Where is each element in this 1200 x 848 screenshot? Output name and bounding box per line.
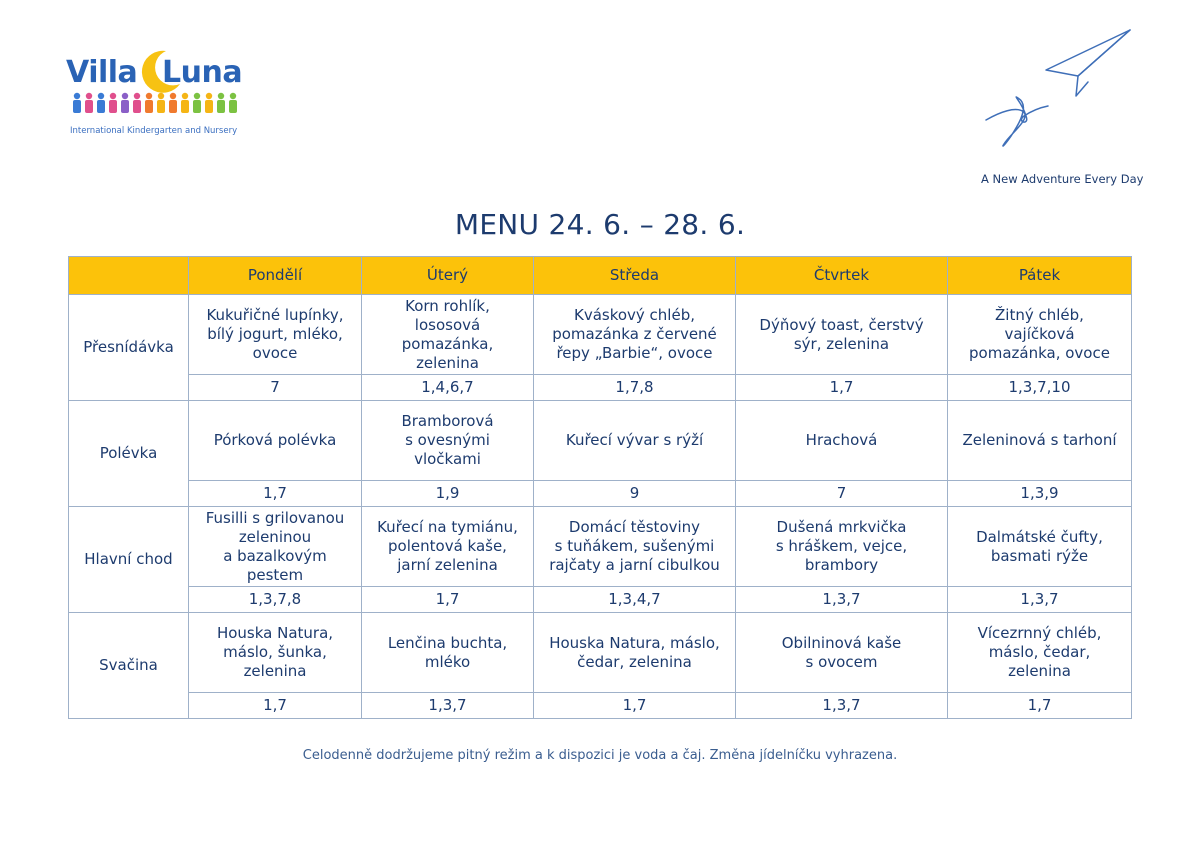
dish-line: a bazalkovým <box>223 546 327 565</box>
dish-cell <box>534 507 736 587</box>
logo-subtitle: International Kindergarten and Nursery <box>70 126 238 136</box>
dish-cell <box>736 613 948 693</box>
meal-label: Polévka <box>69 401 189 507</box>
allergen-cell: 1,7,8 <box>534 375 736 401</box>
dish-line: Dalmátské čufty, <box>976 527 1103 546</box>
allergen-cell: 1,7 <box>362 587 534 613</box>
villa-luna-logo <box>66 44 246 144</box>
allergen-cell: 1,4,6,7 <box>362 375 534 401</box>
dish-line: s ovesnými <box>405 431 490 449</box>
dish-line: Vícezrnný chléb, <box>977 624 1102 642</box>
dish-line: Houska Natura, máslo, <box>549 633 720 652</box>
dish-cell <box>948 401 1132 481</box>
meal-label: Hlavní chod <box>69 507 189 613</box>
dish-line: Pórková polévka <box>213 431 337 449</box>
dish-cell <box>189 401 362 481</box>
allergen-cell: 1,3,7,10 <box>948 375 1132 401</box>
dish-cell <box>362 507 534 587</box>
dish-line: basmati rýže <box>990 546 1089 565</box>
dish-line: Zeleninová s tarhoní <box>962 431 1117 449</box>
dish-line: Dýňový toast, čerstvý <box>759 315 924 334</box>
logo-word-villa: Villa <box>66 55 138 90</box>
dish-line: zelenina <box>1008 662 1071 680</box>
meal-label: Přesnídávka <box>69 295 189 401</box>
dish-line: sýr, zelenina <box>793 334 890 353</box>
day-header: Pátek <box>948 257 1132 295</box>
header-corner <box>69 257 189 295</box>
header-row <box>69 257 1132 295</box>
dish-line: zelenina <box>416 353 479 372</box>
dish-line: Lenčina buchta, <box>387 633 508 652</box>
dish-cell <box>189 507 362 587</box>
dish-cell <box>189 613 362 693</box>
allergen-cell: 1,3,7 <box>736 587 948 613</box>
dish-cell <box>534 295 736 375</box>
allergen-cell: 1,3,7 <box>736 693 948 719</box>
allergen-cell: 9 <box>534 481 736 507</box>
dish-line: máslo, šunka, <box>223 643 327 661</box>
dish-line: Fusilli s grilovanou <box>205 508 345 527</box>
dish-line: zeleninou <box>238 527 312 546</box>
dish-line: Kuřecí na tymiánu, <box>377 518 518 536</box>
allergen-cell: 1,7 <box>189 481 362 507</box>
meal-row <box>69 507 1132 587</box>
day-header: Středa <box>534 257 736 295</box>
dish-line: rajčaty a jarní cibulkou <box>549 556 720 574</box>
dish-line: s hráškem, vejce, <box>775 537 908 555</box>
dish-line: s tuňákem, sušenými <box>554 537 715 555</box>
dish-line: s ovocem <box>805 652 878 671</box>
dish-line: Kukuřičné lupínky, <box>206 306 344 324</box>
children-row-icon <box>70 92 240 114</box>
tagline: A New Adventure Every Day <box>981 172 1144 186</box>
dish-line: ovoce <box>252 344 298 362</box>
dish-cell <box>948 613 1132 693</box>
dish-line: bílý jogurt, mléko, <box>207 325 343 343</box>
meal-row <box>69 401 1132 481</box>
dish-line: mléko <box>424 652 471 671</box>
dish-line: Obilninová kaše <box>781 633 902 652</box>
dish-line: řepy „Barbie“, ovoce <box>556 344 713 362</box>
dish-line: pomazánka z červené <box>552 325 717 343</box>
dish-line: čedar, zelenina <box>577 652 692 671</box>
page-title: MENU 24. 6. – 28. 6. <box>454 208 746 241</box>
allergen-cell: 7 <box>736 481 948 507</box>
dish-line: zelenina <box>243 662 307 680</box>
day-header: Pondělí <box>189 257 362 295</box>
dish-line: vajíčková <box>1004 325 1075 343</box>
dish-line: máslo, čedar, <box>988 643 1091 661</box>
dish-cell <box>736 507 948 587</box>
dish-line: lososová <box>414 315 481 334</box>
allergen-row <box>69 481 1132 507</box>
dish-line: pomazánka, <box>401 334 494 353</box>
allergen-row <box>69 375 1132 401</box>
dish-line: Korn rohlík, <box>405 296 490 315</box>
dish-cell <box>362 295 534 375</box>
dish-line: Bramborová <box>401 412 494 430</box>
dish-line: Kuřecí vývar s rýží <box>565 431 704 449</box>
allergen-cell: 7 <box>189 375 362 401</box>
dish-line: brambory <box>804 556 879 574</box>
meal-row <box>69 295 1132 375</box>
dish-cell <box>362 401 534 481</box>
dish-line: polentová kaše, <box>388 537 507 555</box>
allergen-row <box>69 693 1132 719</box>
allergen-cell: 1,7 <box>948 693 1132 719</box>
allergen-cell: 1,3,4,7 <box>534 587 736 613</box>
dish-cell <box>534 401 736 481</box>
dish-line: pestem <box>246 565 304 584</box>
allergen-cell: 1,3,7 <box>948 587 1132 613</box>
day-header: Čtvrtek <box>736 257 948 295</box>
dish-line: Žitný chléb, <box>995 306 1084 324</box>
dish-cell <box>189 295 362 375</box>
dish-line: pomazánka, ovoce <box>969 344 1110 362</box>
allergen-row <box>69 587 1132 613</box>
meal-label: Svačina <box>69 613 189 719</box>
menu-table <box>68 256 1132 719</box>
allergen-cell: 1,7 <box>189 693 362 719</box>
allergen-cell: 1,3,7 <box>362 693 534 719</box>
day-header: Úterý <box>362 257 534 295</box>
dish-line: jarní zelenina <box>397 556 498 574</box>
dish-line: Kváskový chléb, <box>573 306 695 324</box>
allergen-cell: 1,3,9 <box>948 481 1132 507</box>
dish-line: Hrachová <box>805 431 878 449</box>
allergen-cell: 1,9 <box>362 481 534 507</box>
dish-cell <box>948 507 1132 587</box>
footnote: Celodenně dodržujeme pitný režim a k dispozici je voda a čaj. Změna jídelníčku vyhrazena. <box>302 748 898 763</box>
dish-line: vločkami <box>414 450 481 468</box>
dish-cell <box>362 613 534 693</box>
dish-cell <box>948 295 1132 375</box>
paper-plane-icon <box>978 26 1138 166</box>
allergen-cell: 1,3,7,8 <box>189 587 362 613</box>
dish-line: Dušená mrkvička <box>776 518 907 536</box>
dish-cell <box>534 613 736 693</box>
dish-cell <box>736 295 948 375</box>
dish-line: Houska Natura, <box>216 624 334 642</box>
allergen-cell: 1,7 <box>534 693 736 719</box>
meal-row <box>69 613 1132 693</box>
allergen-cell: 1,7 <box>736 375 948 401</box>
dish-line: Domácí těstoviny <box>568 518 701 536</box>
logo-word-luna: Luna <box>162 55 243 90</box>
dish-cell <box>736 401 948 481</box>
